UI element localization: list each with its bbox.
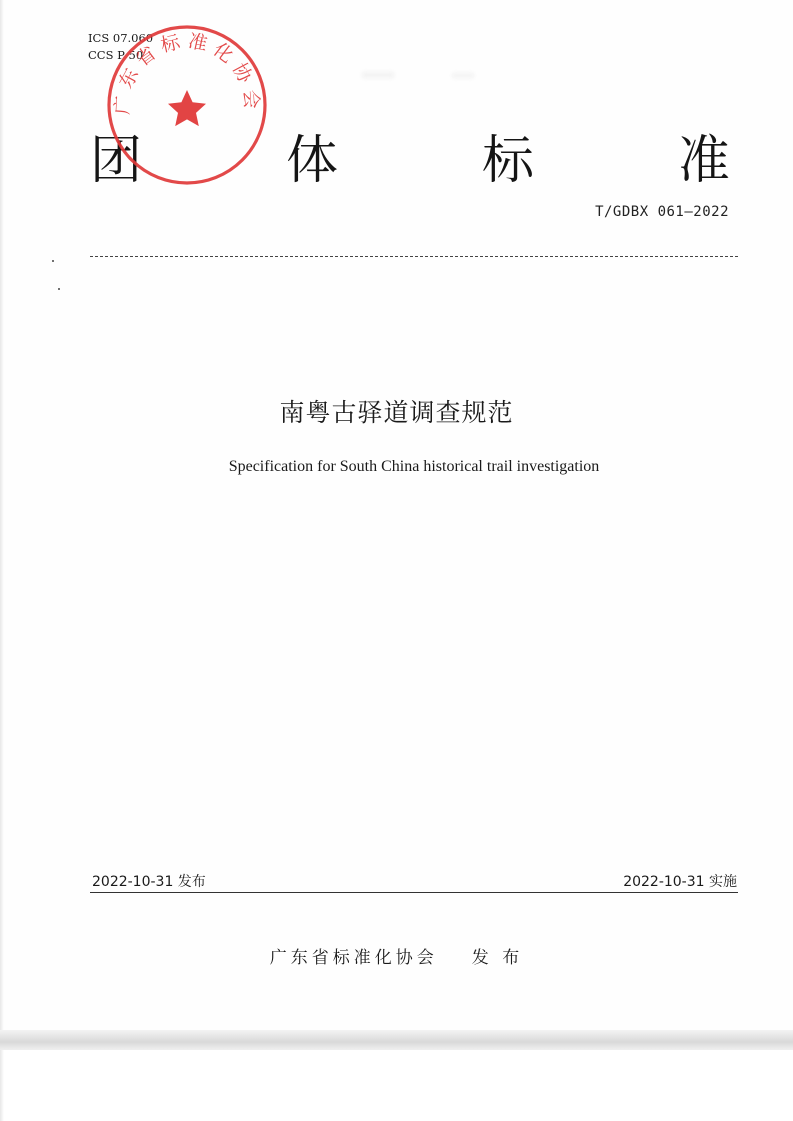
scan-smudge bbox=[452, 73, 474, 78]
publisher-line bbox=[0, 943, 793, 968]
scan-dot bbox=[58, 288, 60, 290]
scan-smudge bbox=[362, 72, 394, 78]
implementation-date: 2022-10-31 实施 bbox=[623, 874, 737, 890]
publisher-action: 发 布 bbox=[471, 948, 524, 968]
type-char: 体 bbox=[286, 131, 339, 191]
publisher-name: 广东省标准化协会 bbox=[269, 948, 438, 968]
seal-star-icon bbox=[168, 90, 206, 126]
type-char: 标 bbox=[482, 131, 535, 191]
document-title-english: Specification for South China historical trail investigation bbox=[228, 458, 600, 475]
type-char: 准 bbox=[678, 131, 731, 191]
ics-code: ICS 07.060 bbox=[88, 31, 154, 45]
scan-dot bbox=[52, 260, 54, 262]
issue-date: 2022-10-31 发布 bbox=[92, 874, 206, 890]
header-divider bbox=[90, 256, 738, 257]
ccs-code: CCS P 50 bbox=[88, 48, 144, 62]
footer-divider bbox=[90, 892, 738, 893]
type-char: 团 bbox=[90, 131, 143, 191]
scan-bottom-edge bbox=[0, 1030, 793, 1050]
document-title-chinese: 南粤古驿道调查规范 bbox=[279, 398, 514, 427]
official-seal bbox=[104, 22, 270, 188]
seal-text-path: 广东省标准化协会 bbox=[111, 29, 263, 116]
standard-number: T/GDBX 061—2022 bbox=[595, 204, 729, 220]
